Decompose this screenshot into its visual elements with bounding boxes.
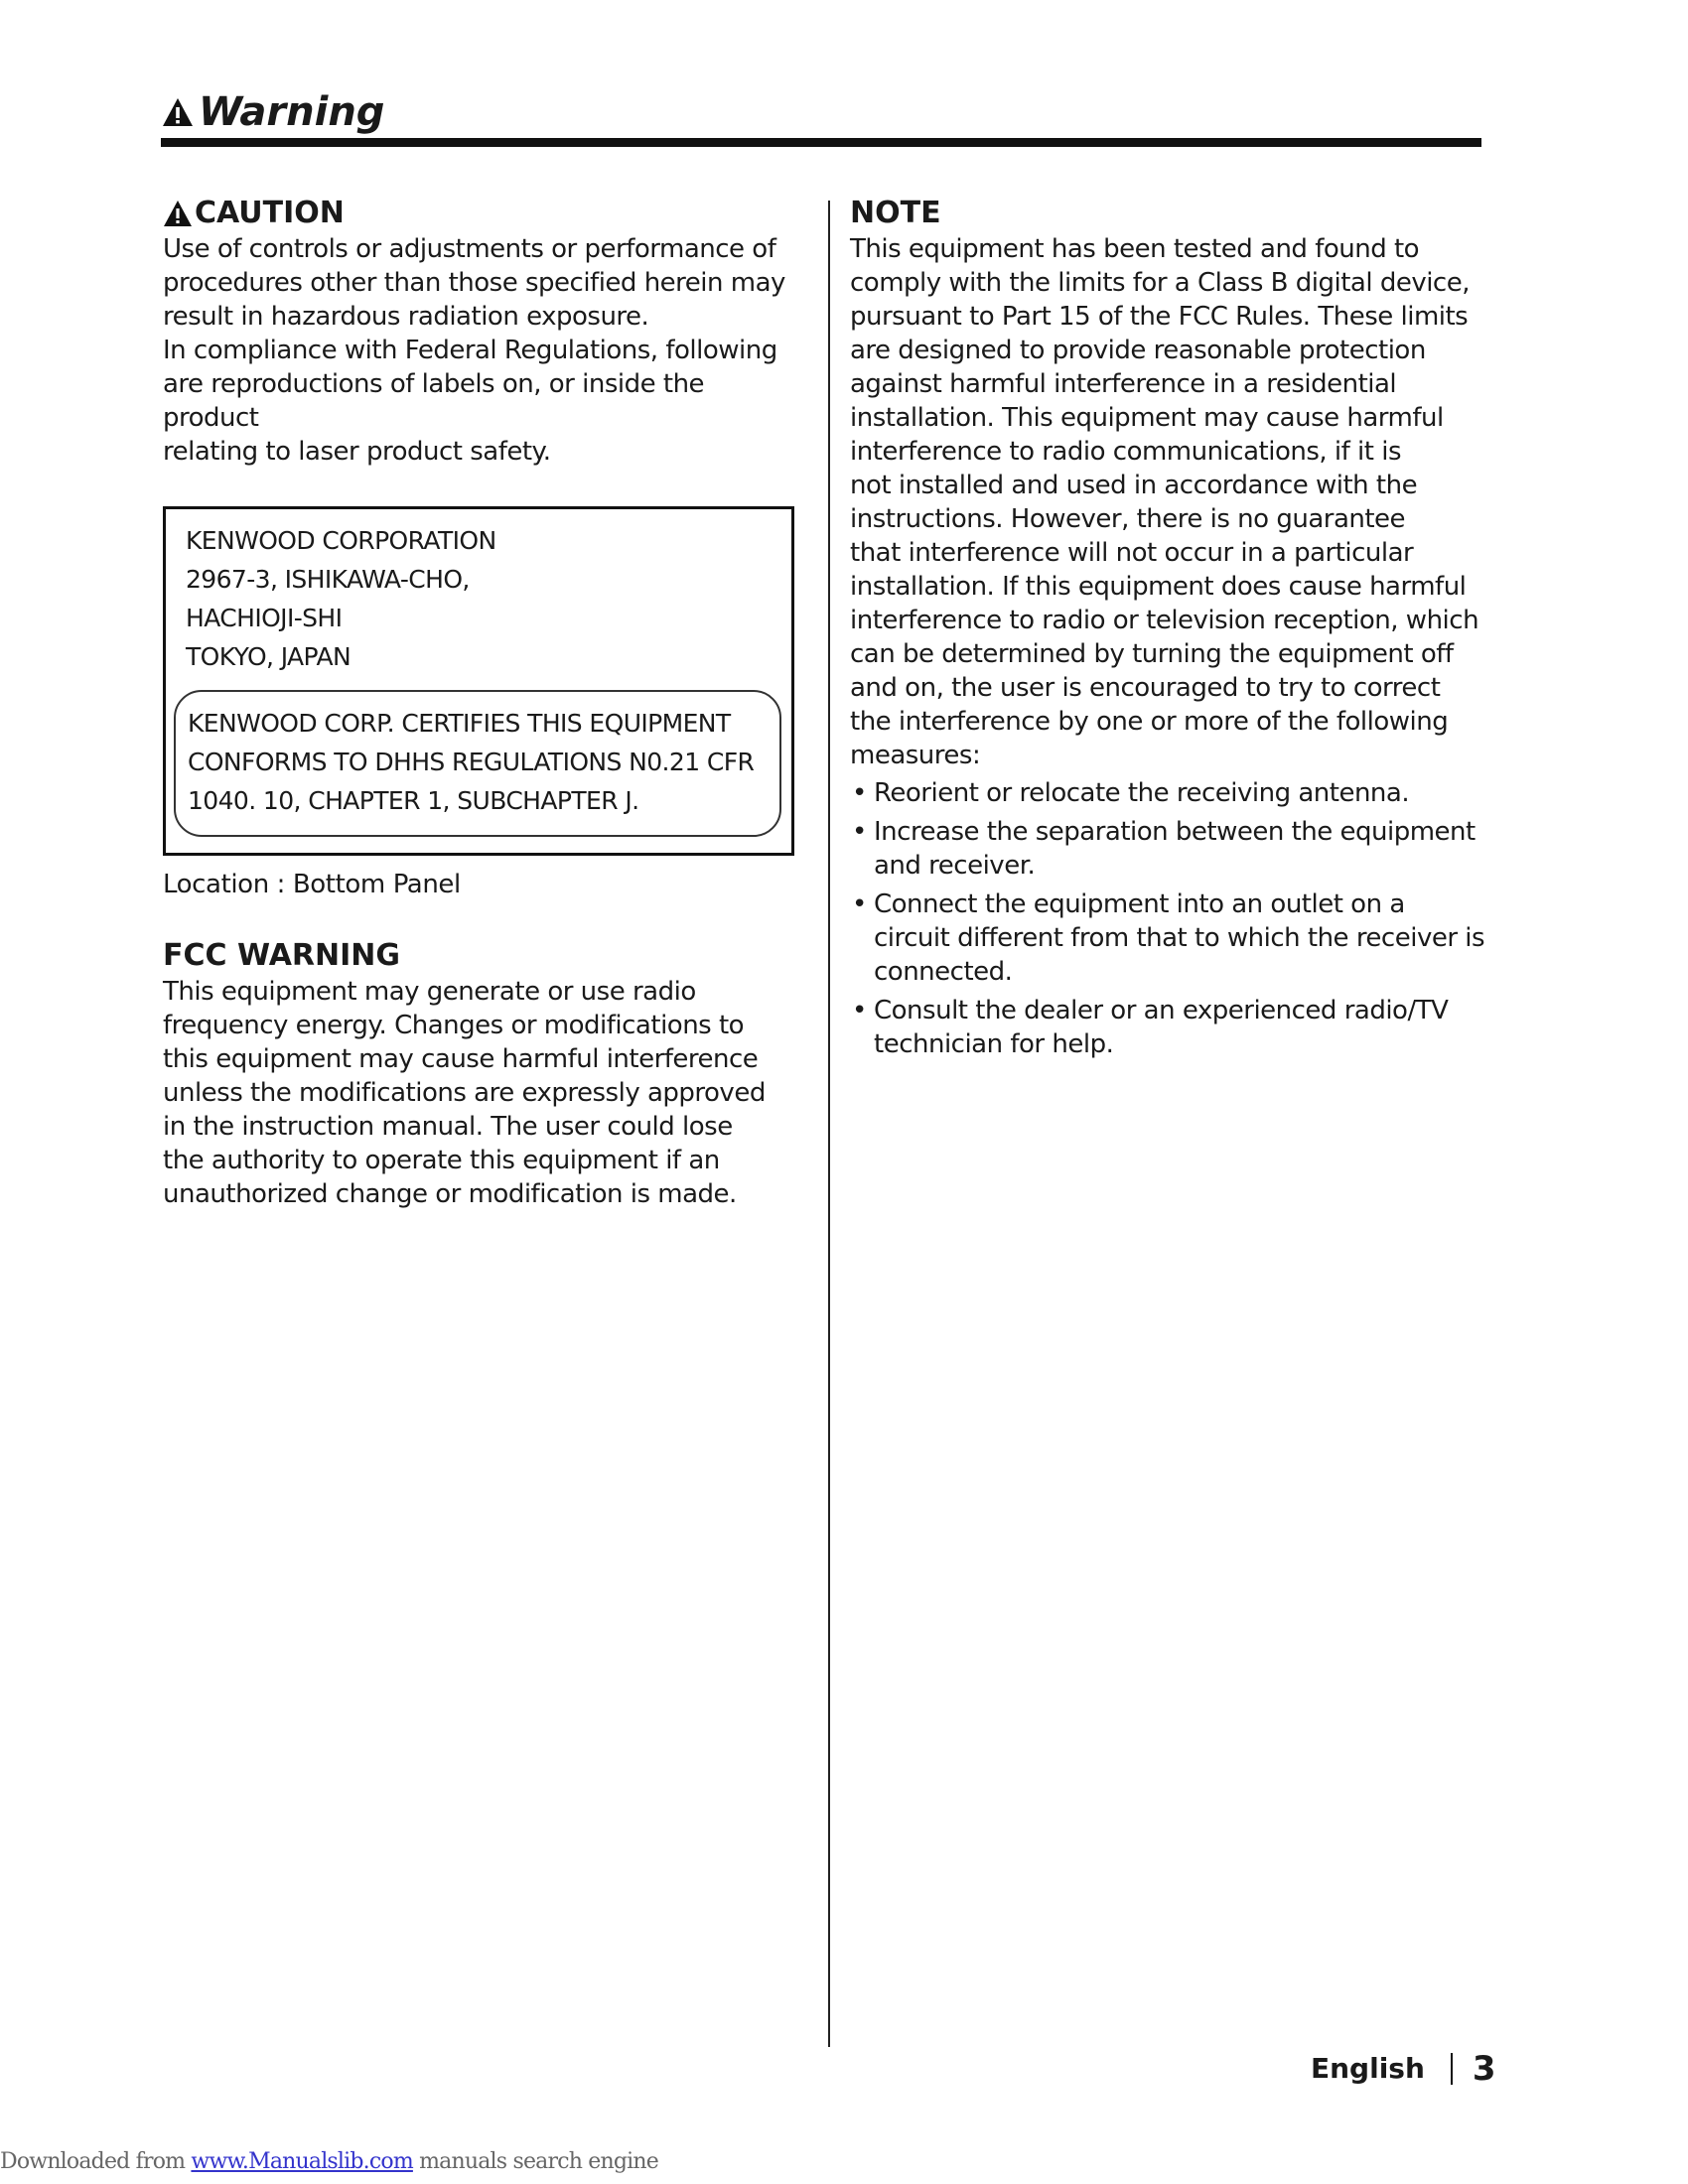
address-line: HACHIOJI-SHI <box>186 604 343 632</box>
left-column <box>163 195 798 1211</box>
fcc-line: This equipment may generate or use radio <box>163 977 696 1007</box>
measures-list <box>850 776 1485 1061</box>
note-line: and on, the user is encouraged to try to correct <box>850 673 1441 703</box>
note-line: interference to radio communications, if it is <box>850 437 1402 467</box>
note-line: instructions. However, there is no guarantee <box>850 504 1406 534</box>
list-item <box>850 994 1485 1061</box>
bullet-line: Reorient or relocate the receiving antenna. <box>874 778 1410 808</box>
note-text <box>850 232 1485 772</box>
header-rule <box>161 138 1481 147</box>
caution-heading <box>163 195 798 232</box>
note-line: are designed to provide reasonable protection <box>850 336 1426 365</box>
caution-line: procedures other than those specified herein may <box>163 268 785 298</box>
note-line: not installed and used in accordance with the <box>850 471 1418 500</box>
download-prefix: Downloaded from <box>0 2149 192 2174</box>
footer-language: English <box>1311 2052 1425 2085</box>
note-line: pursuant to Part 15 of the FCC Rules. These limits <box>850 302 1469 332</box>
note-line: against harmful interference in a residential <box>850 369 1397 399</box>
label-address <box>186 521 496 676</box>
caution-text <box>163 232 798 469</box>
page-header <box>161 87 1481 147</box>
page-title-text: Warning <box>199 89 385 135</box>
note-line: This equipment has been tested and found to <box>850 234 1420 264</box>
list-item <box>850 776 1485 810</box>
page-number: 3 <box>1472 2049 1496 2089</box>
right-column <box>850 195 1485 1066</box>
note-line: that interference will not occur in a particular <box>850 538 1414 568</box>
list-item <box>850 887 1485 989</box>
bullet-line: circuit different from that to which the receiver is <box>874 923 1485 953</box>
fcc-line: in the instruction manual. The user could lose <box>163 1112 733 1142</box>
note-line: installation. If this equipment does cause harmful <box>850 572 1467 602</box>
manualslib-link[interactable]: www.Manualslib.com <box>191 2149 413 2174</box>
certification-text <box>188 704 754 820</box>
bullet-line: and receiver. <box>874 851 1036 881</box>
cert-line: CONFORMS TO DHHS REGULATIONS N0.21 CFR <box>188 748 755 776</box>
bullet-line: Consult the dealer or an experienced radio/TV <box>874 996 1449 1025</box>
bullet-line: Connect the equipment into an outlet on a <box>874 889 1405 919</box>
bullet-line: technician for help. <box>874 1029 1114 1059</box>
address-line: TOKYO, JAPAN <box>186 642 352 671</box>
fcc-line: this equipment may cause harmful interference <box>163 1044 759 1074</box>
warning-triangle-icon <box>161 96 195 128</box>
bullet-dot: • <box>852 817 867 847</box>
note-line: comply with the limits for a Class B digital device, <box>850 268 1470 298</box>
address-line: 2967-3, ISHIKAWA-CHO, <box>186 565 470 594</box>
caution-line: relating to laser product safety. <box>163 437 551 467</box>
label-location: Location : Bottom Panel <box>163 870 461 899</box>
bullet-line: Increase the separation between the equipment <box>874 817 1476 847</box>
certification-box <box>174 690 781 837</box>
column-divider <box>828 201 830 2047</box>
page-title <box>161 87 384 137</box>
note-line: interference to radio or television reception, which <box>850 606 1479 635</box>
cert-line: KENWOOD CORP. CERTIFIES THIS EQUIPMENT <box>188 709 731 738</box>
caution-line: Use of controls or adjustments or performance of <box>163 234 776 264</box>
page-footer <box>1311 2047 1496 2091</box>
caution-line: result in hazardous radiation exposure. <box>163 302 649 332</box>
list-item <box>850 815 1485 883</box>
note-line: measures: <box>850 741 981 770</box>
fcc-line: unless the modifications are expressly approved <box>163 1078 766 1108</box>
caution-triangle-icon <box>163 200 193 227</box>
footer-separator <box>1451 2053 1453 2085</box>
bullet-dot: • <box>852 996 867 1025</box>
cert-line: 1040. 10, CHAPTER 1, SUBCHAPTER J. <box>188 786 639 815</box>
bullet-dot: • <box>852 889 867 919</box>
fcc-line: the authority to operate this equipment if an <box>163 1146 720 1175</box>
note-heading: NOTE <box>850 196 941 230</box>
note-line: can be determined by turning the equipment off <box>850 639 1454 669</box>
note-line: installation. This equipment may cause harmful <box>850 403 1444 433</box>
bullet-line: connected. <box>874 957 1013 987</box>
fcc-warning-heading: FCC WARNING <box>163 938 401 973</box>
bullet-dot: • <box>852 778 867 808</box>
fcc-line: frequency energy. Changes or modifications to <box>163 1011 745 1040</box>
fcc-line: unauthorized change or modification is made. <box>163 1179 737 1209</box>
caution-heading-text: CAUTION <box>195 196 345 230</box>
download-suffix: manuals search engine <box>412 2149 658 2174</box>
download-attribution <box>0 2148 658 2176</box>
laser-label-box <box>163 506 794 856</box>
caution-line: In compliance with Federal Regulations, following <box>163 336 777 365</box>
fcc-warning-section <box>163 937 798 1211</box>
note-line: the interference by one or more of the following <box>850 707 1449 737</box>
address-line: KENWOOD CORPORATION <box>186 526 496 555</box>
caution-line: are reproductions of labels on, or inside the product <box>163 369 705 433</box>
